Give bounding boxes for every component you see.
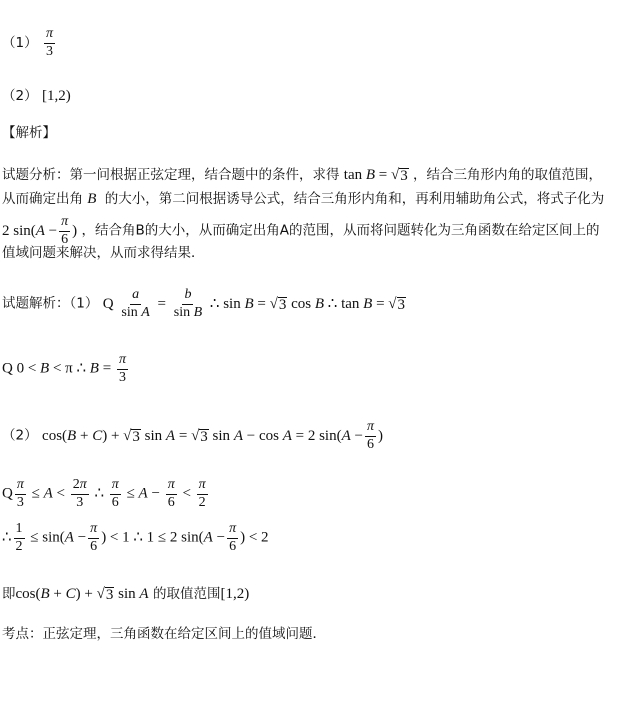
answer-1 (2, 27, 57, 59)
aux-angle-expression: 2 sin(A − $\frac{\pi}{6}$ ) (2, 214, 78, 247)
analysis-line-3: 2 sin(A − $\frac{\pi}{6}$ ) ，结合角B的大小，从而确定出角A的范围，从而将问题转化为三角函数在给定区间上的 (2, 214, 600, 247)
answer-1-label: （1） (2, 35, 38, 52)
sine-law-equation: Q $\frac{a}{\text{sin A}}$ = $\frac{b}{\text{sin B}}$ ∴ sin B = √ 3 cos B ∴ tan B = √ 3 (102, 287, 406, 320)
solution-line-2: Q 0 < B < π ∴ B = $\frac{\pi}{3}$ (2, 352, 126, 385)
kaodian-text: 正弦定理，三角函数在给定区间上的值域问题． (42, 626, 326, 642)
final-range: [1,2) (220, 586, 250, 602)
cos-sum-equation: cos(B + C) + √ 3 sin A = √ 3 sin A − cos A = 2 sin(A − $\frac{\pi}{6}$ ) (42, 419, 383, 452)
analysis-label: 试题分析： (2, 167, 70, 183)
tan-b-equation: tan B = √ 3 (343, 167, 408, 184)
solution-label: 试题解析： (2, 295, 70, 312)
answer-2 (2, 89, 71, 104)
analysis-line-1: 试题分析：第一问根据正弦定理，结合题中的条件，求得 tan B = √ 3 ，结合三角形内角的取值范围， (2, 167, 603, 184)
solution-line-5: ∴ $\frac{1}{2}$ ≤ sin(A − $\frac{\pi}{6}$ ) < 1 ∴ 1 ≤ 2 sin(A − $\frac{\pi}{6}$ ) < 2 (2, 521, 269, 554)
kaodian-label: 考点： (2, 626, 43, 642)
kaodian (2, 628, 326, 642)
section-title: 【解析】 (2, 125, 56, 141)
analysis-line-4: 值域问题来解决，从而求得结果． (2, 245, 205, 261)
solution-final: 即cos(B + C) + √ 3 sin A 的取值范围[1,2) (2, 586, 250, 603)
analysis-line-2: 从而确定出角 B 的大小，第二问根据诱导公式，结合三角形内角和，再利用辅助角公式，将式子化为 (2, 191, 605, 207)
solution-line-3: （2） cos(B + C) + √ 3 sin A = √ 3 sin A − cos A = 2 sin(A − $\frac{\pi}{6}$ ) (2, 419, 383, 452)
solution-line-1: 试题解析：（1） Q $\frac{a}{\text{sin A}}$ = $\frac{b}{\text{sin B}}$ ∴ sin B = √ 3 cos B ∴ tan B = √ 3 (2, 287, 406, 320)
solution-line-4: Q $\frac{\pi}{3}$ ≤ A < $\frac{2\pi}{3}$ ∴ $\frac{\pi}{6}$ ≤ A − $\frac{\pi}{6}$ < $\frac{\pi}{2}$ (2, 477, 206, 510)
answer-2-label: （2） (2, 88, 38, 104)
answer-1-fraction: $\frac{\pi}{3}$ (46, 26, 54, 59)
answer-2-value: [1,2) (42, 88, 71, 104)
